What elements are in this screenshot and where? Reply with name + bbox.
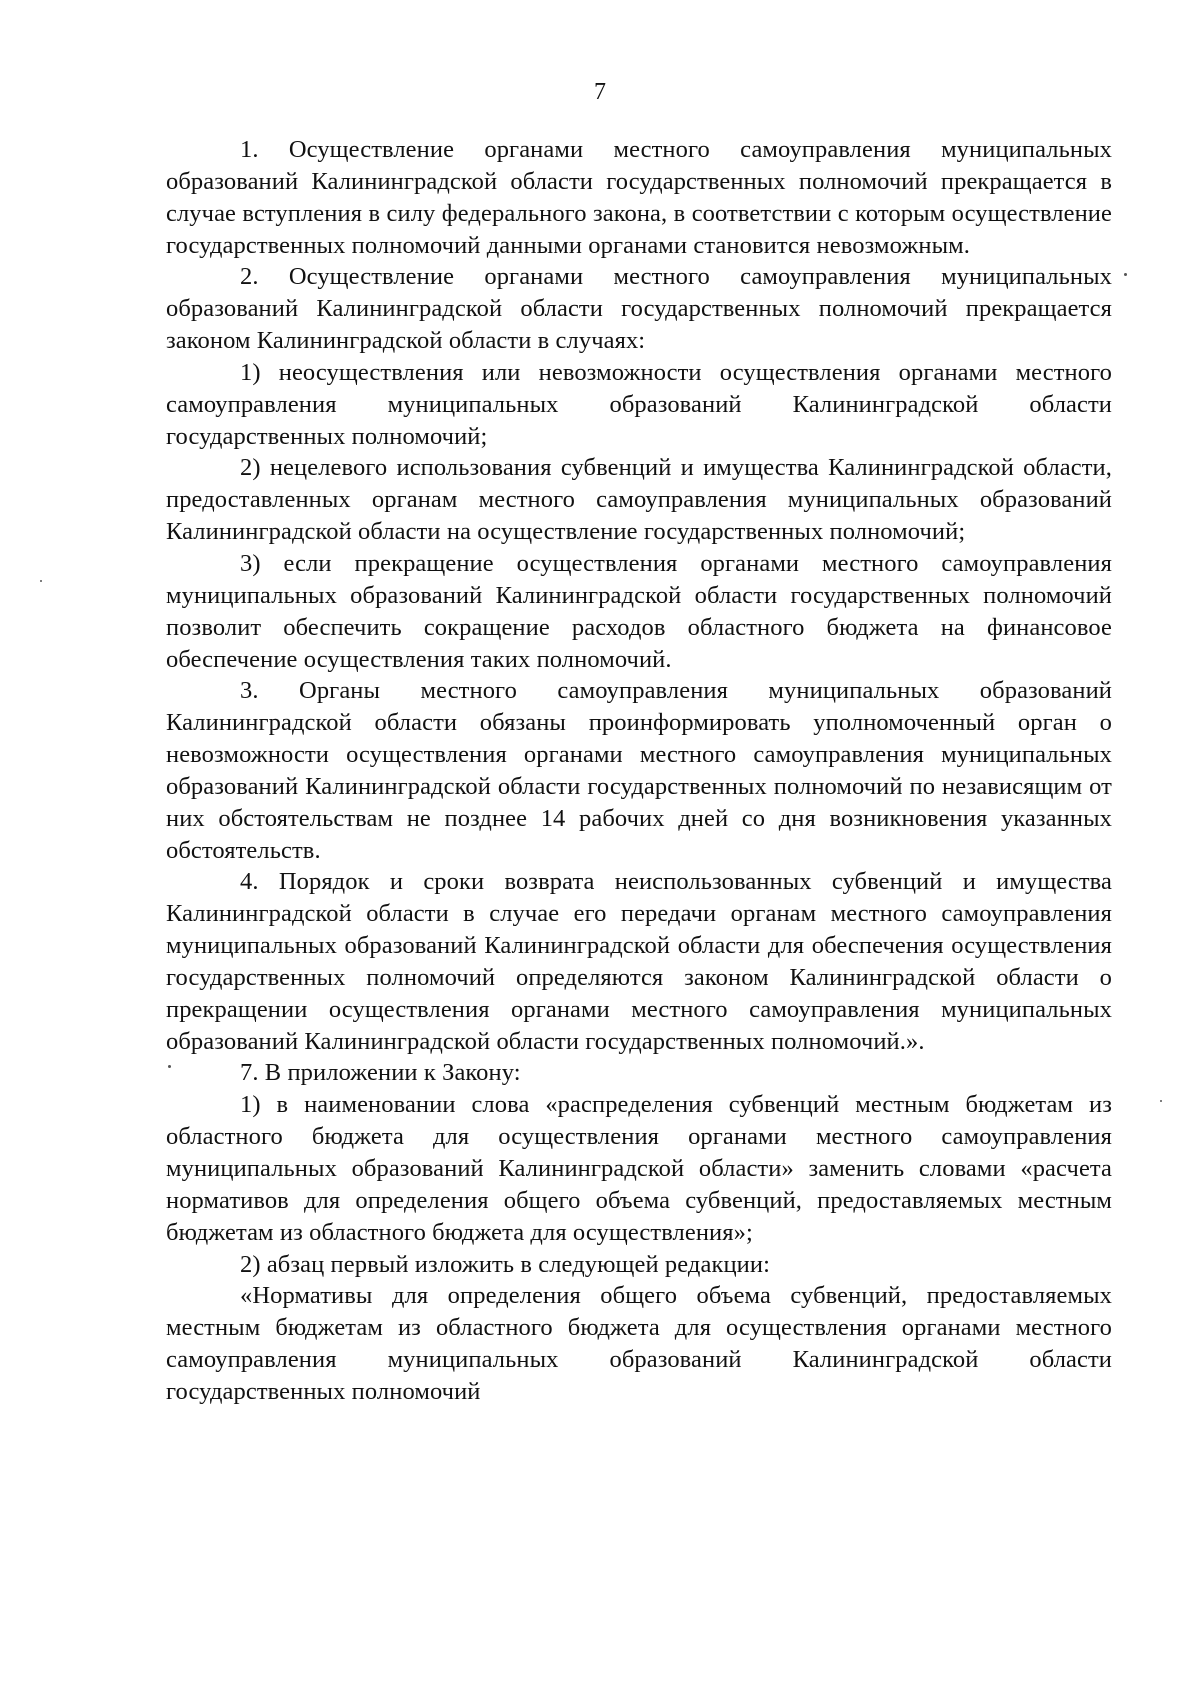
list-item: 3) если прекращение осуществления органами местного самоуправления муниципальных образований Калининградской области государственных полномочий позволит обеспечить сокращение расходов областного бюджета на финансовое обеспечение осуществления таких полномочий.	[166, 549, 1112, 673]
paragraph: «Нормативы для определения общего объема субвенций, предоставляемых местным бюджетам из областного бюджета для осуществления органами местного самоуправления муниципальных образований Калининградской области государственных полномочий	[166, 1282, 1112, 1405]
paragraph: 7. В приложении к Закону:	[240, 1059, 521, 1087]
list-item: 2) абзац первый изложить в следующей редакции:	[240, 1250, 770, 1278]
paragraph: 2. Осуществление органами местного самоуправления муниципальных образований Калининградской области государственных полномочий прекращается законом Калининградской области в случаях:	[166, 263, 1112, 355]
scan-speck	[1160, 1100, 1162, 1102]
scan-speck	[168, 1065, 171, 1068]
scan-speck	[1124, 273, 1127, 276]
list-item: 2) нецелевого использования субвенций и имущества Калининградской области, предоставленных органам местного самоуправления муниципальных образований Калининградской области на осуществление государственных полномочий;	[166, 454, 1112, 546]
paragraph: 4. Порядок и сроки возврата неиспользованных субвенций и имущества Калининградской области в случае его передачи органам местного самоуправления муниципальных образований Калининградской области для обеспечения осуществления государственных полномочий определяются законом Калининградской области о прекращении осуществления органами местного самоуправления муниципальных образований Калининградской области государственных полномочий.».	[166, 868, 1112, 1055]
paragraph: 3. Органы местного самоуправления муниципальных образований Калининградской области обязаны проинформировать уполномоченный орган о невозможности осуществления органами местного самоуправления муниципальных образований Калининградской области государственных полномочий по независящим от них обстоятельствам не позднее 14 рабочих дней со дня возникновения указанных обстоятельств.	[166, 677, 1112, 864]
document-body	[166, 134, 1112, 1408]
scan-speck	[40, 580, 42, 582]
paragraph: 1. Осуществление органами местного самоуправления муниципальных образований Калининградской области государственных полномочий прекращается в случае вступления в силу федерального закона, в соответствии с которым осуществление государственных полномочий данными органами становится невозможным.	[166, 136, 1112, 259]
list-item: 1) в наименовании слова «распределения субвенций местным бюджетам из областного бюджета для осуществления органами местного самоуправления муниципальных образований Калининградской области» заменить словами «расчета нормативов для определения общего объема субвенций, предоставляемых местным бюджетам из областного бюджета для осуществления»;	[166, 1091, 1112, 1246]
page-number: 7	[594, 79, 606, 105]
list-item: 1) неосуществления или невозможности осуществления органами местного самоуправления муниципальных образований Калининградской области государственных полномочий;	[166, 358, 1112, 450]
